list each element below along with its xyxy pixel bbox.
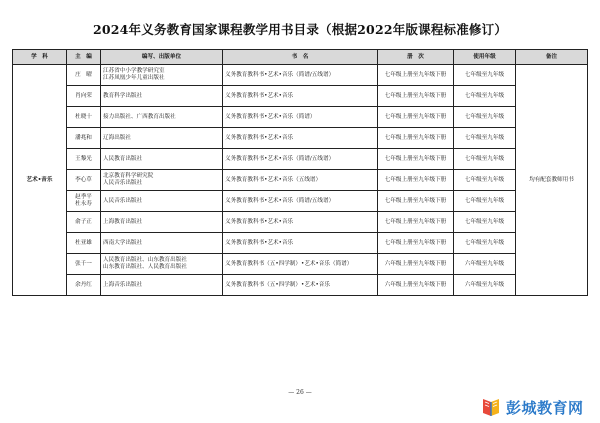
grade-cell: 七年级至九年级 (454, 149, 516, 170)
volumes-cell: 六年级上册至九年级下册 (378, 275, 454, 296)
table-row (13, 254, 588, 275)
book-title-cell: 义务教育教科书•艺术•音乐（简谱） (223, 107, 378, 128)
book-title-cell: 义务教育教科书•艺术•音乐 (223, 233, 378, 254)
table-row (13, 191, 588, 212)
volumes-cell: 七年级上册至九年级下册 (378, 212, 454, 233)
publisher-cell: 教育科学出版社 (101, 86, 223, 107)
page-number: — 26 — (288, 389, 312, 396)
table-row (13, 275, 588, 296)
book-title-cell: 义务教育教科书（五•四学制）•艺术•音乐 (223, 275, 378, 296)
publisher-cell: 人民教育出版社、山东教育出版社 山东教育出版社、人民教育出版社 (101, 254, 223, 275)
grade-cell: 七年级至九年级 (454, 86, 516, 107)
table-row (13, 170, 588, 191)
book-title-cell: 义务教育教科书•艺术•音乐（简谱/五线谱） (223, 65, 378, 86)
table-row (13, 107, 588, 128)
document-title: 2024年义务教育国家课程教学用书目录（根据2022年版课程标准修订） (92, 22, 508, 37)
table-row (13, 212, 588, 233)
volumes-cell: 七年级上册至九年级下册 (378, 128, 454, 149)
publisher-cell: 上海音乐出版社 (101, 275, 223, 296)
publisher-cell: 辽海出版社 (101, 128, 223, 149)
textbook-catalog-table (12, 49, 588, 296)
table-row (13, 65, 588, 86)
grade-cell: 七年级至九年级 (454, 107, 516, 128)
table-header-row (13, 50, 588, 65)
subject-cell: 艺术•音乐 (13, 65, 67, 296)
editor-cell: 杜亚雄 (67, 233, 101, 254)
watermark-text: 彭城教育网 (506, 399, 584, 417)
publisher-cell: 江苏省中小学教学研究室 江苏凤凰少年儿童出版社 (101, 65, 223, 86)
publisher-cell: 上海教育出版社 (101, 212, 223, 233)
book-title-cell: 义务教育教科书（五•四学制）•艺术•音乐（简谱） (223, 254, 378, 275)
grade-cell: 七年级至九年级 (454, 212, 516, 233)
volumes-cell: 七年级上册至九年级下册 (378, 149, 454, 170)
editor-cell: 王黎光 (67, 149, 101, 170)
table-row (13, 149, 588, 170)
table-row (13, 233, 588, 254)
volumes-cell: 七年级上册至九年级下册 (378, 170, 454, 191)
book-title-cell: 义务教育教科书•艺术•音乐（简谱/五线谱） (223, 191, 378, 212)
publisher-cell: 西南大学出版社 (101, 233, 223, 254)
header-note: 备注 (516, 50, 588, 65)
book-title-cell: 义务教育教科书•艺术•音乐（简谱/五线谱） (223, 149, 378, 170)
book-title-cell: 义务教育教科书•艺术•音乐 (223, 212, 378, 233)
book-title-cell: 义务教育教科书•艺术•音乐（五线谱） (223, 170, 378, 191)
grade-cell: 七年级至九年级 (454, 191, 516, 212)
volumes-cell: 七年级上册至九年级下册 (378, 191, 454, 212)
volumes-cell: 七年级上册至九年级下册 (378, 65, 454, 86)
publisher-cell: 人民音乐出版社 (101, 191, 223, 212)
note-cell: 均有配套教师用书 (516, 65, 588, 296)
editor-cell: 潘兆和 (67, 128, 101, 149)
site-watermark (480, 396, 595, 418)
grade-cell: 七年级至九年级 (454, 65, 516, 86)
header-grade: 使用年级 (454, 50, 516, 65)
editor-cell: 赵季平 杜永寿 (67, 191, 101, 212)
book-title-cell: 义务教育教科书•艺术•音乐 (223, 128, 378, 149)
editor-cell: 李心草 (67, 170, 101, 191)
grade-cell: 六年级至九年级 (454, 254, 516, 275)
publisher-cell: 人民教育出版社 (101, 149, 223, 170)
open-book-icon (480, 396, 502, 418)
editor-cell: 俞子正 (67, 212, 101, 233)
volumes-cell: 七年级上册至九年级下册 (378, 107, 454, 128)
volumes-cell: 七年级上册至九年级下册 (378, 86, 454, 107)
book-title-cell: 义务教育教科书•艺术•音乐 (223, 86, 378, 107)
table-row (13, 128, 588, 149)
header-subject: 学 科 (13, 50, 67, 65)
grade-cell: 六年级至九年级 (454, 275, 516, 296)
header-volumes: 册 次 (378, 50, 454, 65)
editor-cell: 余丹红 (67, 275, 101, 296)
grade-cell: 七年级至九年级 (454, 128, 516, 149)
table-row (13, 86, 588, 107)
publisher-cell: 北京教育科学研究院 人民音乐出版社 (101, 170, 223, 191)
editor-cell: 张千一 (67, 254, 101, 275)
header-editor: 主 编 (67, 50, 101, 65)
volumes-cell: 六年级上册至九年级下册 (378, 254, 454, 275)
header-publisher: 编写、出版单位 (101, 50, 223, 65)
publisher-cell: 接力出版社、广西教育出版社 (101, 107, 223, 128)
volumes-cell: 七年级上册至九年级下册 (378, 233, 454, 254)
editor-cell: 肖向荣 (67, 86, 101, 107)
grade-cell: 七年级至九年级 (454, 170, 516, 191)
editor-cell: 庄 曜 (67, 65, 101, 86)
editor-cell: 杜晓十 (67, 107, 101, 128)
grade-cell: 七年级至九年级 (454, 233, 516, 254)
header-book-title: 书 名 (223, 50, 378, 65)
